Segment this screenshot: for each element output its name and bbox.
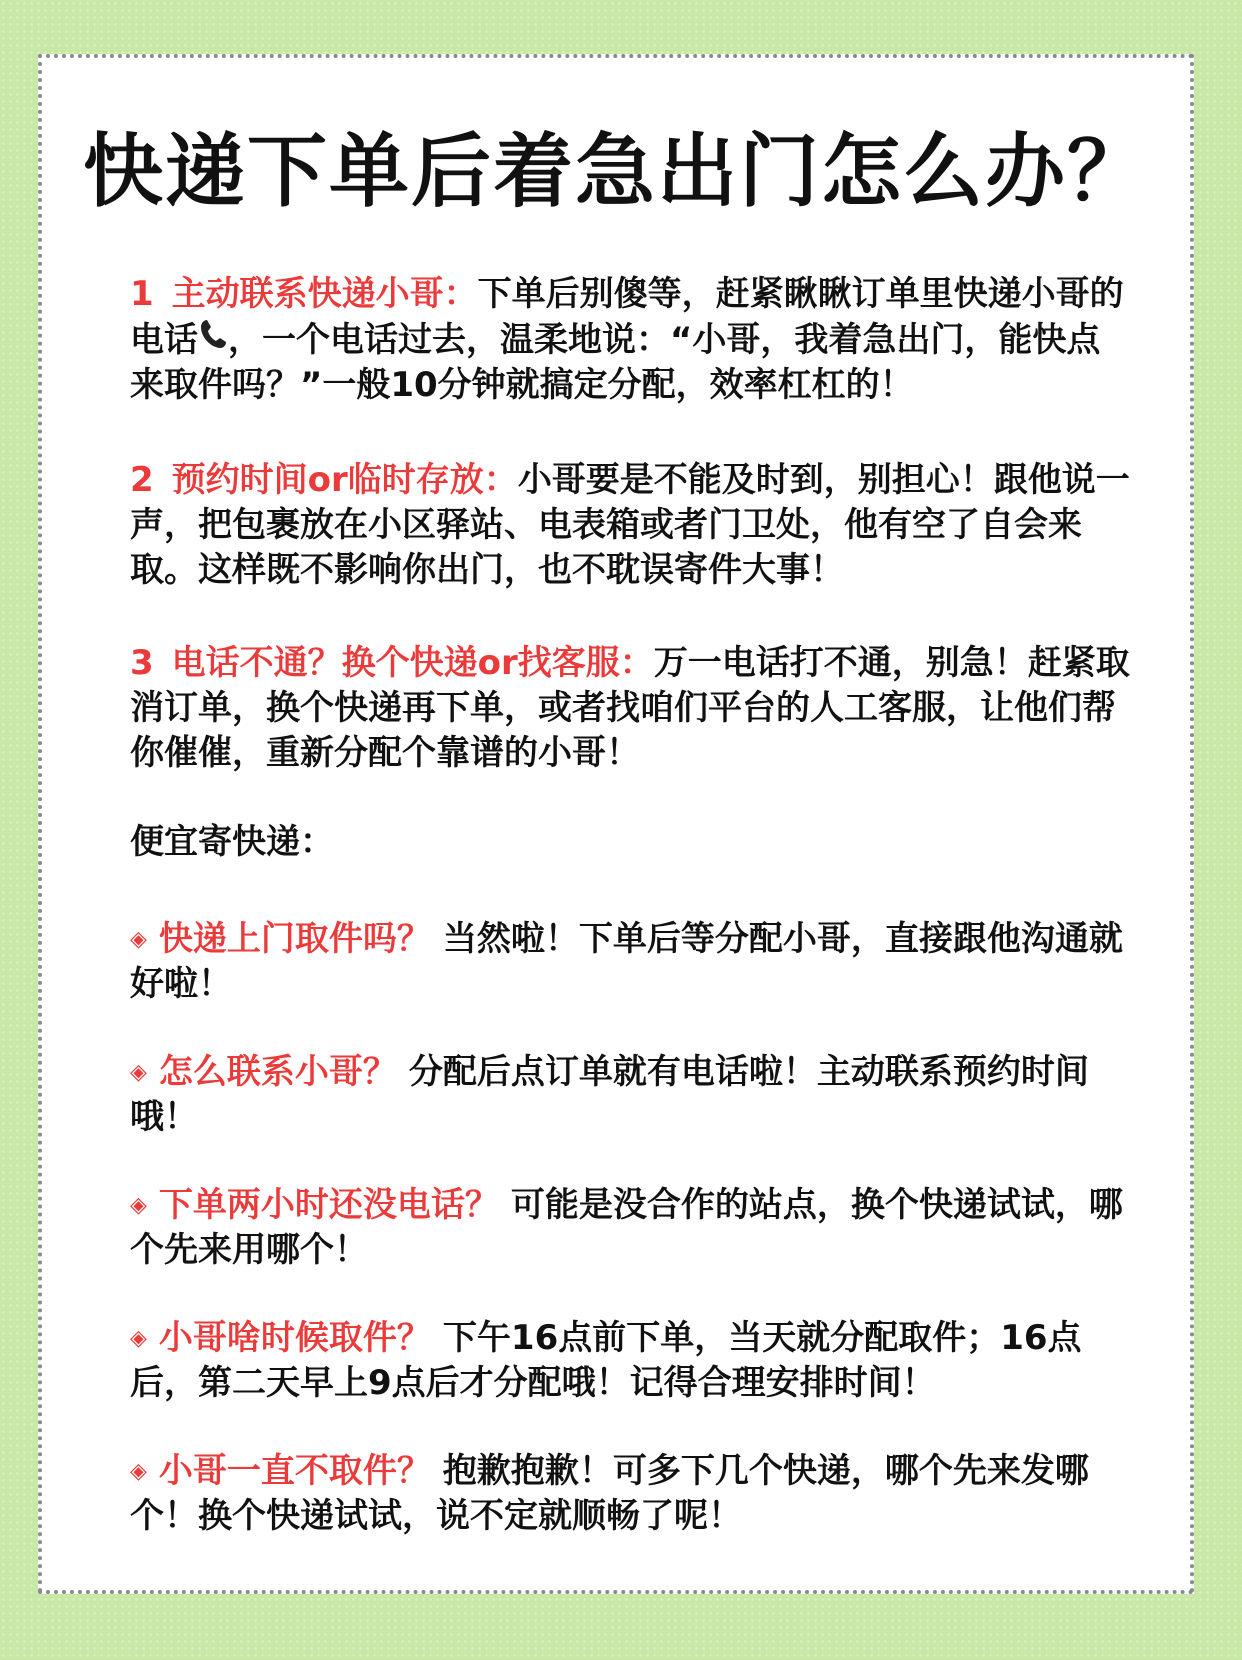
tip-text: 小哥要是不能及时到，别担心！跟他说一声，把包裹放在小区驿站、电表箱或者门卫处，他有空了自会来取。这样既不影响你出门，也不耽误寄件大事！	[130, 460, 1130, 590]
diamond-icon: ◈	[130, 1459, 147, 1484]
faq-item	[130, 1050, 1130, 1140]
faq-item	[130, 1316, 1130, 1406]
tip-heading: 主动联系快递小哥：	[171, 274, 478, 314]
tip-text-continued: ，一个电话过去，温柔地说：“小哥，我着急出门，能快点来取件吗？”一般10分钟就搞定分配，效率杠杠的！	[130, 320, 1101, 405]
diamond-icon: ◈	[130, 1060, 147, 1085]
tip-number: 2	[130, 460, 154, 500]
diamond-icon: ◈	[130, 1193, 147, 1218]
faq-question: 下单两小时还没电话？	[158, 1185, 499, 1225]
tip-text: 万一电话打不通，别急！赶紧取消订单，换个快递再下单，或者找咱们平台的人工客服，让他们帮你催催，重新分配个靠谱的小哥！	[130, 643, 1130, 773]
tip-text: 下单后别傻等，赶紧瞅瞅订单里快递小哥的电话	[130, 274, 1124, 360]
faq-item	[130, 917, 1130, 1007]
faq-answer: 抱歉抱歉！可多下几个快递，哪个先来发哪个！换个快递试试，说不定就顺畅了呢！	[130, 1451, 1089, 1536]
tip-number: 1	[130, 274, 154, 314]
content-body	[130, 272, 1130, 1539]
page-title: 快递下单后着急出门怎么办？	[83, 125, 1149, 218]
faq-answer: 下午16点前下单，当天就分配取件；16点后，第二天早上9点后才分配哦！记得合理安排时间！	[130, 1318, 1082, 1403]
tip-2	[130, 458, 1130, 593]
faq-question: 怎么联系小哥？	[158, 1052, 397, 1092]
faq-answer: 分配后点订单就有电话啦！主动联系预约时间哦！	[130, 1052, 1089, 1137]
faq-question: 快递上门取件吗？	[158, 919, 431, 959]
faq-question: 小哥一直不取件？	[158, 1451, 431, 1491]
diamond-icon: ◈	[130, 1326, 147, 1351]
phone-icon	[198, 317, 228, 363]
tip-1	[130, 272, 1130, 408]
content-card	[38, 54, 1194, 1594]
tip-heading: 预约时间or临时存放：	[171, 460, 518, 500]
tip-heading: 电话不通？换个快递or找客服：	[171, 643, 654, 683]
section-title: 便宜寄快递：	[130, 822, 334, 862]
diamond-icon: ◈	[130, 927, 147, 952]
faq-answer: 当然啦！下单后等分配小哥，直接跟他沟通就好啦！	[130, 919, 1123, 1004]
faq-item	[130, 1183, 1130, 1273]
faq-answer: 可能是没合作的站点，换个快递试试，哪个先来用哪个！	[130, 1185, 1123, 1270]
tip-number: 3	[130, 643, 154, 683]
faq-question: 小哥啥时候取件？	[158, 1318, 431, 1358]
faq-item	[130, 1449, 1130, 1539]
tip-3	[130, 641, 1130, 776]
